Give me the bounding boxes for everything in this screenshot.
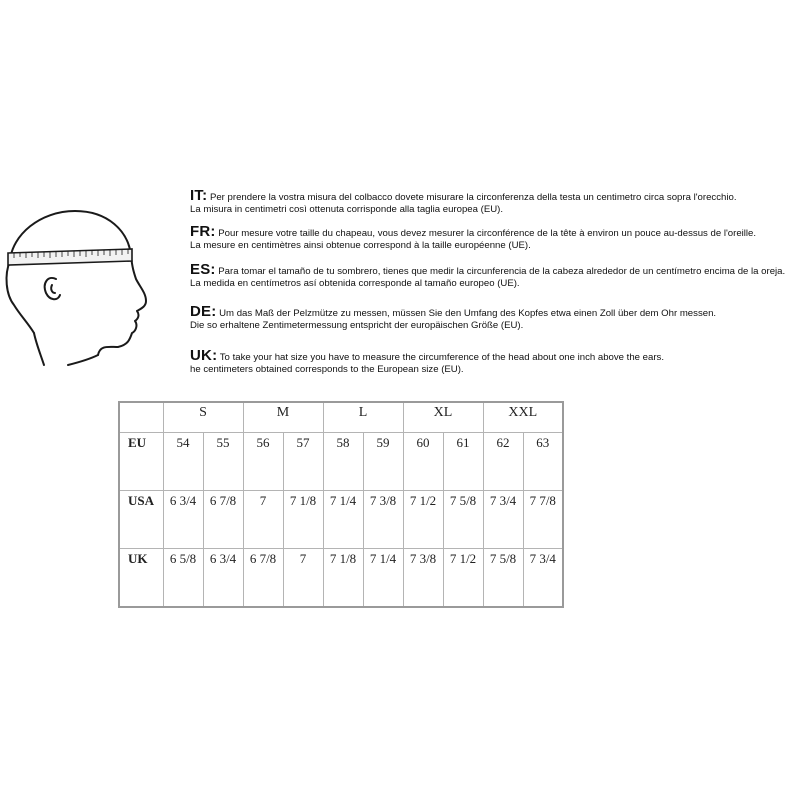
table-cell: 7 bbox=[243, 491, 283, 549]
size-header-row bbox=[119, 402, 563, 433]
size-header-xxl: XXL bbox=[483, 402, 563, 433]
table-cell: 55 bbox=[203, 433, 243, 491]
table-cell: 7 5/8 bbox=[443, 491, 483, 549]
row-label: UK bbox=[119, 549, 163, 608]
table-cell: 7 1/4 bbox=[363, 549, 403, 608]
instruction-uk bbox=[190, 347, 790, 376]
table-cell: 7 3/8 bbox=[403, 549, 443, 608]
table-cell: 7 3/4 bbox=[523, 549, 563, 608]
table-cell: 6 3/4 bbox=[203, 549, 243, 608]
table-row-usa bbox=[119, 491, 563, 549]
instruction-es bbox=[190, 261, 790, 290]
table-cell: 7 1/4 bbox=[323, 491, 363, 549]
lang-code: UK: bbox=[190, 347, 218, 364]
row-label: USA bbox=[119, 491, 163, 549]
table-cell: 7 5/8 bbox=[483, 549, 523, 608]
instruction-line: La misura in centimetri così ottenuta corrisponde alla taglia europea (EU). bbox=[190, 204, 504, 215]
table-cell: 7 1/8 bbox=[323, 549, 363, 608]
table-cell: 7 bbox=[283, 549, 323, 608]
table-cell: 56 bbox=[243, 433, 283, 491]
table-cell: 6 5/8 bbox=[163, 549, 203, 608]
table-cell: 7 1/2 bbox=[403, 491, 443, 549]
empty-corner-cell bbox=[119, 402, 163, 433]
table-cell: 62 bbox=[483, 433, 523, 491]
measuring-tape-icon bbox=[8, 249, 132, 265]
table-cell: 6 7/8 bbox=[203, 491, 243, 549]
row-label: EU bbox=[119, 433, 163, 491]
table-row-eu bbox=[119, 433, 563, 491]
table-cell: 57 bbox=[283, 433, 323, 491]
table-cell: 7 7/8 bbox=[523, 491, 563, 549]
size-header-l: L bbox=[323, 402, 403, 433]
size-header-m: M bbox=[243, 402, 323, 433]
table-cell: 6 3/4 bbox=[163, 491, 203, 549]
instruction-fr bbox=[190, 223, 790, 252]
instruction-line: Para tomar el tamaño de tu sombrero, tienes que medir la circunferencia de la cabeza alrededor de un centímetro encima de la oreja. bbox=[218, 266, 786, 277]
lang-code: FR: bbox=[190, 223, 216, 240]
instruction-line: La medida en centímetros así obtenida corresponde al tamaño europeo (UE). bbox=[190, 278, 520, 289]
table-cell: 54 bbox=[163, 433, 203, 491]
instruction-line: Die so erhaltene Zentimetermessung entspricht der europäischen Größe (EU). bbox=[190, 320, 524, 331]
size-chart-table bbox=[118, 401, 564, 608]
instruction-line: To take your hat size you have to measure the circumference of the head about one inch above the ears. bbox=[219, 352, 665, 363]
size-header-xl: XL bbox=[403, 402, 483, 433]
table-cell: 6 7/8 bbox=[243, 549, 283, 608]
instruction-line: he centimeters obtained corresponds to the European size (EU). bbox=[190, 364, 464, 375]
instruction-line: Per prendere la vostra misura del colbacco dovete misurare la circonferenza della testa un centimetro circa sopra l'orecchio. bbox=[209, 192, 737, 203]
lang-code: IT: bbox=[190, 187, 208, 204]
lang-code: DE: bbox=[190, 303, 217, 320]
instruction-line: Um das Maß der Pelzmütze zu messen, müssen Sie den Umfang des Kopfes etwa einen Zoll über dem Ohr messen. bbox=[219, 308, 717, 319]
table-cell: 58 bbox=[323, 433, 363, 491]
lang-code: ES: bbox=[190, 261, 216, 278]
table-cell: 7 1/2 bbox=[443, 549, 483, 608]
table-cell: 59 bbox=[363, 433, 403, 491]
table-cell: 63 bbox=[523, 433, 563, 491]
table-cell: 60 bbox=[403, 433, 443, 491]
instruction-de bbox=[190, 303, 790, 332]
table-cell: 7 3/8 bbox=[363, 491, 403, 549]
head-measurement-illustration bbox=[0, 205, 160, 375]
table-cell: 7 3/4 bbox=[483, 491, 523, 549]
table-row-uk bbox=[119, 549, 563, 608]
table-cell: 61 bbox=[443, 433, 483, 491]
table-cell: 7 1/8 bbox=[283, 491, 323, 549]
size-header-s: S bbox=[163, 402, 243, 433]
instruction-line: Pour mesure votre taille du chapeau, vous devez mesurer la circonférence de la tête à environ un pouce au-dessus de l'oreille. bbox=[218, 228, 757, 239]
instruction-it bbox=[190, 187, 790, 216]
instruction-line: La mesure en centimètres ainsi obtenue correspond à la taille européenne (UE). bbox=[190, 240, 531, 251]
